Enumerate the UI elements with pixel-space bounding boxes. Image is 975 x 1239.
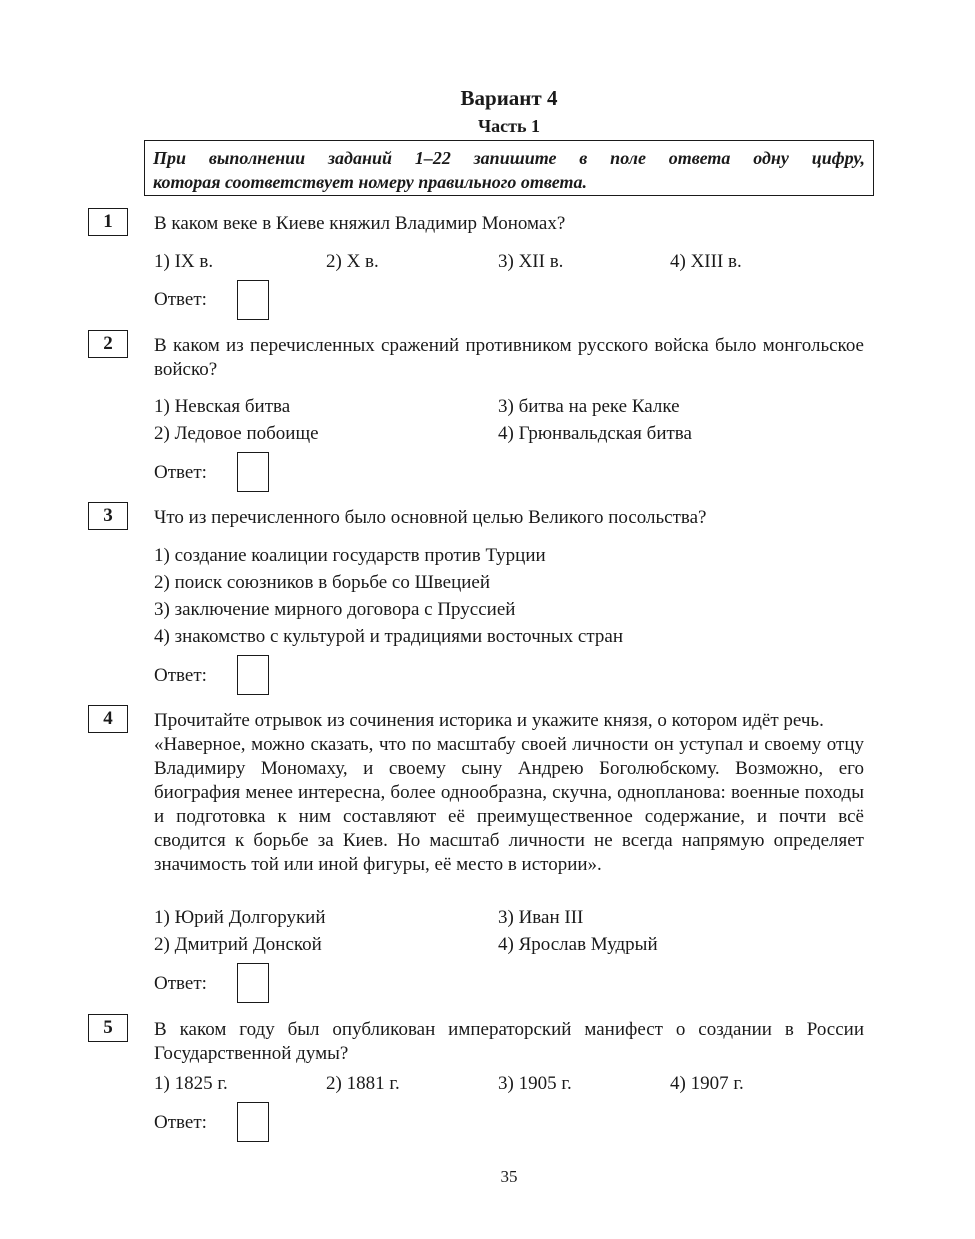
answer-box-2[interactable] [237, 452, 269, 492]
part-subtitle: Часть 1 [477, 116, 541, 136]
question-4-option-1: 1) Юрий Долгорукий [154, 907, 326, 928]
question-1-option-4: 4) XIII в. [670, 251, 742, 272]
answer-box-1[interactable] [237, 280, 269, 320]
question-2-option-1: 1) Невская битва [154, 396, 291, 417]
answer-label-2: Ответ: [154, 462, 207, 483]
question-4-option-2: 2) Дмитрий Донской [154, 934, 322, 955]
variant-title: Вариант 4 [460, 86, 558, 110]
instruction-line-2: которая соответствует номеру правильного ответа. [153, 172, 587, 192]
answer-label-1: Ответ: [154, 289, 207, 310]
question-number-1: 1 [88, 208, 128, 236]
question-4-passage: «Наверное, можно сказать, что по масштабу своей личности он уступал и своему отцу Владимиру Мономаху, и своему сыну Андрею Боголюбскому. Возможно, его биография менее интересна, более однообразна, скучна, одноплановa: военные походы и подготовка к ним составляют её преимущественное содержание, и почти всё сводится к борьбе за Киев. Но масштаб личности не всегда напрямую определяет значимость той или иной фигуры, её место в истории». [154, 734, 864, 875]
question-5-option-4: 4) 1907 г. [670, 1073, 744, 1094]
question-3-option-3: 3) заключение мирного договора с Пруссией [154, 599, 516, 620]
instruction-line-1: При выполнении заданий 1–22 запишите в поле ответа одну цифру, [153, 148, 865, 168]
question-5-option-1: 1) 1825 г. [154, 1073, 228, 1094]
question-4-option-3: 3) Иван III [498, 907, 584, 928]
answer-box-4[interactable] [237, 963, 269, 1003]
question-5-text: В каком году был опубликован императорский манифест о создании в России Государственной думы? [154, 1019, 864, 1064]
answer-label-4: Ответ: [154, 973, 207, 994]
instruction-box [144, 140, 874, 196]
answer-label-3: Ответ: [154, 665, 207, 686]
question-5-option-3: 3) 1905 г. [498, 1073, 572, 1094]
question-2-option-3: 3) битва на реке Калке [498, 396, 680, 417]
question-1-text: В каком веке в Киеве княжил Владимир Мономах? [154, 213, 566, 234]
answer-label-5: Ответ: [154, 1112, 207, 1133]
question-1-option-3: 3) XII в. [498, 251, 564, 272]
question-1-option-2: 2) X в. [326, 251, 379, 272]
question-number-4: 4 [88, 705, 128, 733]
question-5-option-2: 2) 1881 г. [326, 1073, 400, 1094]
answer-box-3[interactable] [237, 655, 269, 695]
question-3-text: Что из перечисленного было основной целью Великого посольства? [154, 507, 707, 528]
question-number-2: 2 [88, 330, 128, 358]
question-1-option-1: 1) IX в. [154, 251, 214, 272]
question-3-option-2: 2) поиск союзников в борьбе со Швецией [154, 572, 491, 593]
question-4-option-4: 4) Ярослав Мудрый [498, 934, 658, 955]
question-2-option-2: 2) Ледовое побоище [154, 423, 319, 444]
question-2-option-4: 4) Грюнвальдская битва [498, 423, 692, 444]
question-number-5: 5 [88, 1014, 128, 1042]
question-4-text: Прочитайте отрывок из сочинения историка и укажите князя, о котором идёт речь. [154, 710, 824, 731]
question-number-3: 3 [88, 502, 128, 530]
question-3-option-4: 4) знакомство с культурой и традициями восточных стран [154, 626, 623, 647]
question-3-option-1: 1) создание коалиции государств против Турции [154, 545, 546, 566]
question-2-text: В каком из перечисленных сражений противником русского войска было монгольское войско? [154, 335, 864, 380]
page-number: 35 [500, 1167, 518, 1186]
answer-box-5[interactable] [237, 1102, 269, 1142]
